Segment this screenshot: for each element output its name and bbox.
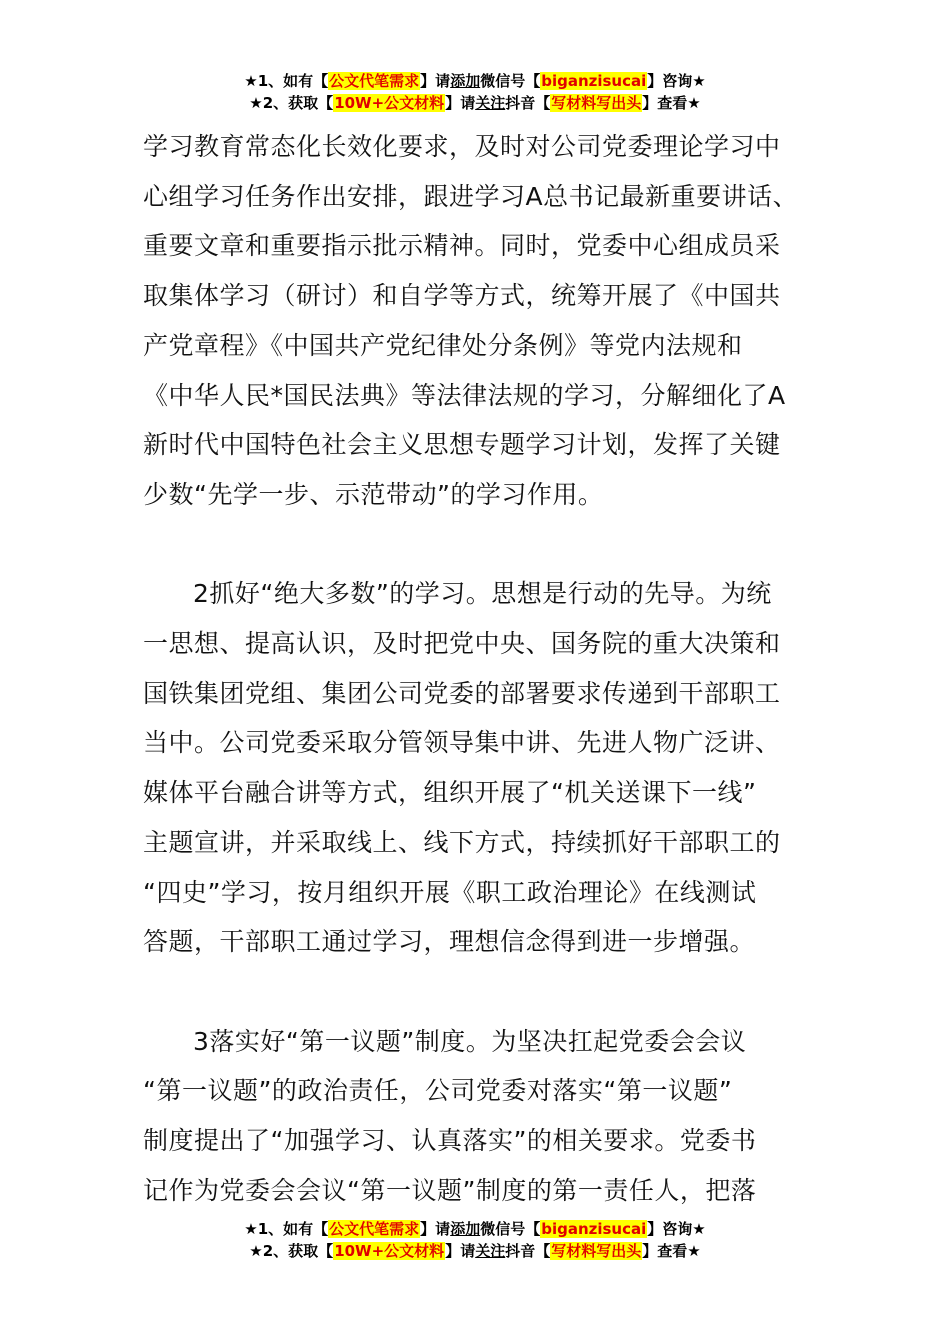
body-line: 制度提出了“加强学习、认真落实”的相关要求。党委书 bbox=[143, 1126, 757, 1156]
banner-highlight: 公文代笔需求 bbox=[329, 72, 420, 90]
body-line: 主题宣讲，并采取线上、线下方式，持续抓好干部职工的 bbox=[143, 827, 781, 857]
banner-highlight: 写材料写出头 bbox=[551, 1242, 642, 1260]
banner-text: 微信号【 bbox=[480, 72, 541, 90]
body-line: 心组学习任务作出安排，跟进学习A总书记最新重要讲话、 bbox=[143, 181, 799, 211]
body-line: 3落实好“第一议题”制度。为坚决扛起党委会会议 bbox=[193, 1026, 747, 1056]
paragraph-spacer bbox=[143, 520, 833, 570]
banner-text: 】咨询★ bbox=[647, 72, 706, 90]
banner-highlight: 10W+公文材料 bbox=[334, 1242, 445, 1260]
header-banner bbox=[0, 70, 950, 114]
body-line: 答题，干部职工通过学习，理想信念得到进一步增强。 bbox=[143, 927, 756, 957]
banner-text: 】请 bbox=[420, 72, 451, 90]
banner-text: ★2、获取【 bbox=[249, 94, 334, 112]
banner-text: ★1、如有【 bbox=[244, 1220, 329, 1238]
banner-text: 】请 bbox=[445, 1242, 476, 1260]
banner-text: 抖音【 bbox=[505, 1242, 551, 1260]
banner-text: ★2、获取【 bbox=[249, 1242, 334, 1260]
banner-highlight: biganzisucai bbox=[541, 72, 647, 90]
body-line: 少数“先学一步、示范带动”的学习作用。 bbox=[143, 479, 604, 509]
banner-underlined: 关注 bbox=[475, 1242, 506, 1260]
banner-text: 】查看★ bbox=[642, 1242, 701, 1260]
banner-text: ★1、如有【 bbox=[244, 72, 329, 90]
banner-line-1 bbox=[0, 70, 950, 92]
banner-line-2 bbox=[0, 92, 950, 114]
banner-underlined: 添加 bbox=[450, 1220, 481, 1238]
body-line: 当中。公司党委采取分管领导集中讲、先进人物广泛讲、 bbox=[143, 728, 781, 758]
banner-text: 】请 bbox=[445, 94, 476, 112]
banner-highlight: 10W+公文材料 bbox=[334, 94, 445, 112]
body-line: 国铁集团党组、集团公司党委的部署要求传递到干部职工 bbox=[143, 678, 781, 708]
banner-line-1 bbox=[0, 1218, 950, 1240]
footer-banner bbox=[0, 1218, 950, 1262]
banner-text: 】查看★ bbox=[642, 94, 701, 112]
body-line: 媒体平台融合讲等方式，组织开展了“机关送课下一线” bbox=[143, 778, 757, 808]
body-line: 学习教育常态化长效化要求，及时对公司党委理论学习中 bbox=[143, 132, 781, 161]
body-line: 取集体学习（研讨）和自学等方式，统筹开展了《中国共 bbox=[143, 281, 781, 311]
body-line: 记作为党委会会议“第一议题”制度的第一责任人，把落 bbox=[143, 1175, 757, 1205]
body-line: 《中华人民*国民法典》等法律法规的学习，分解细化了A bbox=[143, 380, 786, 410]
paragraph-spacer bbox=[143, 967, 833, 1017]
body-line: 一思想、提高认识，及时把党中央、国务院的重大决策和 bbox=[143, 629, 781, 659]
banner-highlight: 公文代笔需求 bbox=[329, 1220, 420, 1238]
banner-highlight: biganzisucai bbox=[541, 1220, 647, 1238]
body-line: 产党章程》《中国共产党纪律处分条例》等党内法规和 bbox=[143, 330, 743, 360]
body-line: 新时代中国特色社会主义思想专题学习计划，发挥了关键 bbox=[143, 430, 781, 460]
banner-text: 抖音【 bbox=[505, 94, 551, 112]
body-line: “第一议题”的政治责任，公司党委对落实“第一议题” bbox=[143, 1076, 733, 1106]
body-line: “四史”学习，按月组织开展《职工政治理论》在线测试 bbox=[143, 877, 757, 907]
banner-text: 微信号【 bbox=[480, 1220, 541, 1238]
banner-underlined: 关注 bbox=[475, 94, 506, 112]
body-line: 重要文章和重要指示批示精神。同时，党委中心组成员采 bbox=[143, 231, 781, 261]
body-line: 2抓好“绝大多数”的学习。思想是行动的先导。为统 bbox=[193, 579, 772, 609]
banner-text: 】请 bbox=[420, 1220, 451, 1238]
banner-underlined: 添加 bbox=[450, 72, 481, 90]
banner-highlight: 写材料写出头 bbox=[551, 94, 642, 112]
banner-text: 】咨询★ bbox=[647, 1220, 706, 1238]
banner-line-2 bbox=[0, 1240, 950, 1262]
document-body bbox=[143, 122, 833, 1215]
